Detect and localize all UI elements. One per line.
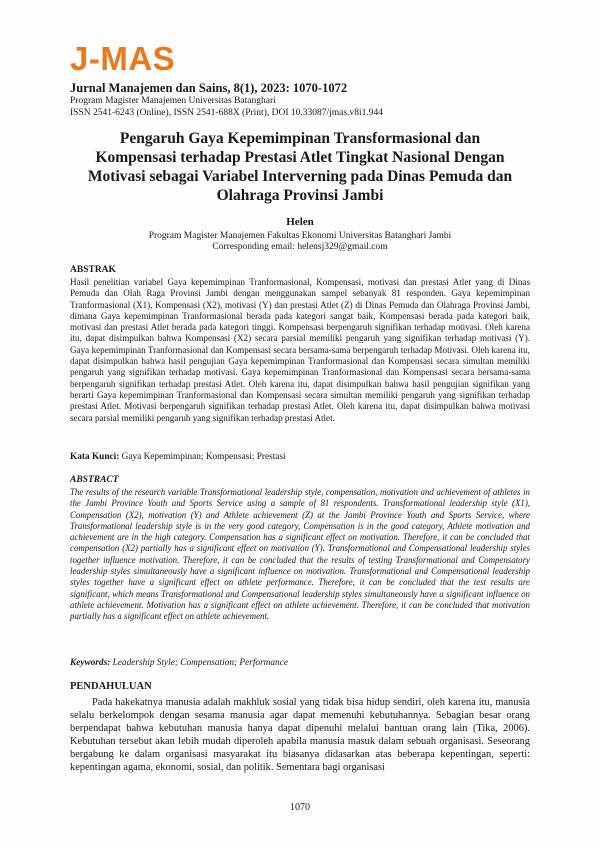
kata-kunci xyxy=(70,452,530,462)
abstrak-heading: ABSTRAK xyxy=(70,265,116,275)
author-email: Corresponding email: helensj329@gmail.com xyxy=(212,242,388,252)
keywords-values: Leadership Style; Compensation; Performance xyxy=(112,658,288,668)
abstrak-text: Hasil penelitian variabel Gaya kepemimpinan Tranformasional, Kompensasi, motivasi dan prestasi Atlet yang di Dinas Pemuda dan Olah Raga Provinsi Jambi dengan menggunakan sampel sebanyak 81 responden. Gaya kepemimpinan Tranformasional (X1), Kompensasi (X2), motivasi (Y) dan prestasi Atlet (Z) di Dinas Pemuda dan Olahraga Provinsi Jambi, dimana Gaya kepemimpinan Tranformasional berada pada kategori sangat baik, Kompensasi berada pada kategori baik, motivasi dan prestasi Atlet berada pada kategori tinggi. Kompensasi berpengaruh signifikan terhadap motivasi. Oleh karena itu, dapat disimpulkan bahwa Kompensasi (X2) secara parsial memiliki pengaruh yang signifikan terhadap motivasi (Y). Gaya kepemimpinan Tranformasional dan Kompensasi secara bersama-sama berpengaruh terhadap Motivasi. Oleh karena itu, dapat disimpulkan bahwa hasil pengujian Gaya kepemimpinan Tranformasional dan Kompensasi secara simultan memiliki pengaruh yang signifikan terhadap motivasi. Gaya kepemimpinan Tranformasional dan Kompensasi secara bersama-sama berpengaruh signifikan terhadap prestasi Atlet. Oleh karena itu, dapat disimpulkan bahwa hasil pengujian signifikan yang berarti Gaya kepemimpinan Tranformasional dan Kompensasi secara simultan memiliki pengaruh yang signifikan terhadap prestasi Atlet. Motivasi berpengaruh signifikan terhadap prestasi Atlet. Oleh karena itu, dapat disimpulkan bahwa motivasi secara parsial memiliki pengaruh yang signifikan terhadap prestasi Atlet. xyxy=(70,277,530,423)
author-affiliation: Program Magister Manajemen Fakultas Ekonomi Universitas Batanghari Jambi xyxy=(148,231,452,241)
keywords xyxy=(70,658,530,668)
keywords-label: Keywords: xyxy=(70,658,111,668)
journal-issn: ISSN 2541-6243 (Online), ISSN 2541-688X (Print), DOI 10.33087/jmas.v8i1.944 xyxy=(70,108,383,118)
intro-text: Pada hakekatnya manusia adalah makhluk sosial yang tidak bisa hidup sendiri, oleh karena itu, manusia selalu berkelompok dengan sesama manusia agar dapat memenuhi kebutuhannya. Sebagian besar orang berpendapat bahwa kebutuhan manusia hanya dapat dipenuhi melalui bantuan orang lain (Tika, 2006). Kebutuhan tersebut akan lebih mudah diperoleh apabila manusia masuk dalam sebuah organisasi. Seseorang bergabung ke dalam organisasi masyarakat itu biasanya didasarkan atas beberapa kepentingan, seperti: kepentingan agama, ekonomi, sosial, dan politik. Sementara bagi organisasi xyxy=(70,697,530,773)
kata-kunci-label: Kata Kunci: xyxy=(70,452,120,462)
abstract-text: The results of the research variable Transformational leadership style, compensation, motivation and achievement of athletes in the Jambi Province Youth and Sports Service using a sample of 81 respondents. Transformational leadership style (X1), Compensation (X2), motivation (Y) and Athlete achievement (Z) at the Jambi Province Youth and Sports Service, where Transformational leadership style is in the very good category, Compensation is in the good category, Athlete motivation and achievement are in the high category. Compensation has a significant effect on motivation. Therefore, it can be concluded that compensation (X2) partially has a significant effect on motivation (Y). Transformational and Compensational leadership styles together influence motivation. Therefore, it can be concluded that the results of testing Transformational and Compensatory leadership styles simultaneously have a significant influence on motivation. Transformational and Compensational leadership styles together have a significant effect on athlete performance. Therefore, it can be concluded that the test results are significant, which means Transformational and Compensational leadership styles simultaneously have a significant influence on athlete achievement. Motivation has a significant effect on athlete achievement. Therefore, it can be concluded that motivation partially has a significant effect on athlete achievement. xyxy=(70,487,530,622)
page-number: 1070 xyxy=(290,802,310,813)
journal-citation: Jurnal Manajemen dan Sains, 8(1), 2023: 1070-1072 xyxy=(70,81,348,95)
journal-program: Program Magister Manajemen Universitas Batanghari xyxy=(70,96,276,106)
journal-logo: J-MAS xyxy=(70,40,176,77)
abstract-heading: ABSTRACT xyxy=(70,475,119,485)
kata-kunci-values: Gaya Kepemimpinan; Kompensasi; Prestasi xyxy=(121,452,286,462)
intro-heading: PENDAHULUAN xyxy=(70,681,152,692)
author-name: Helen xyxy=(286,216,314,228)
paper-title: Pengaruh Gaya Kepemimpinan Transformasional dan Kompensasi terhadap Prestasi Atlet Tingkat Nasional Dengan Motivasi sebagai Variabel Interverning pada Dinas Pemuda dan Olahraga Provinsi Jambi xyxy=(87,130,513,204)
